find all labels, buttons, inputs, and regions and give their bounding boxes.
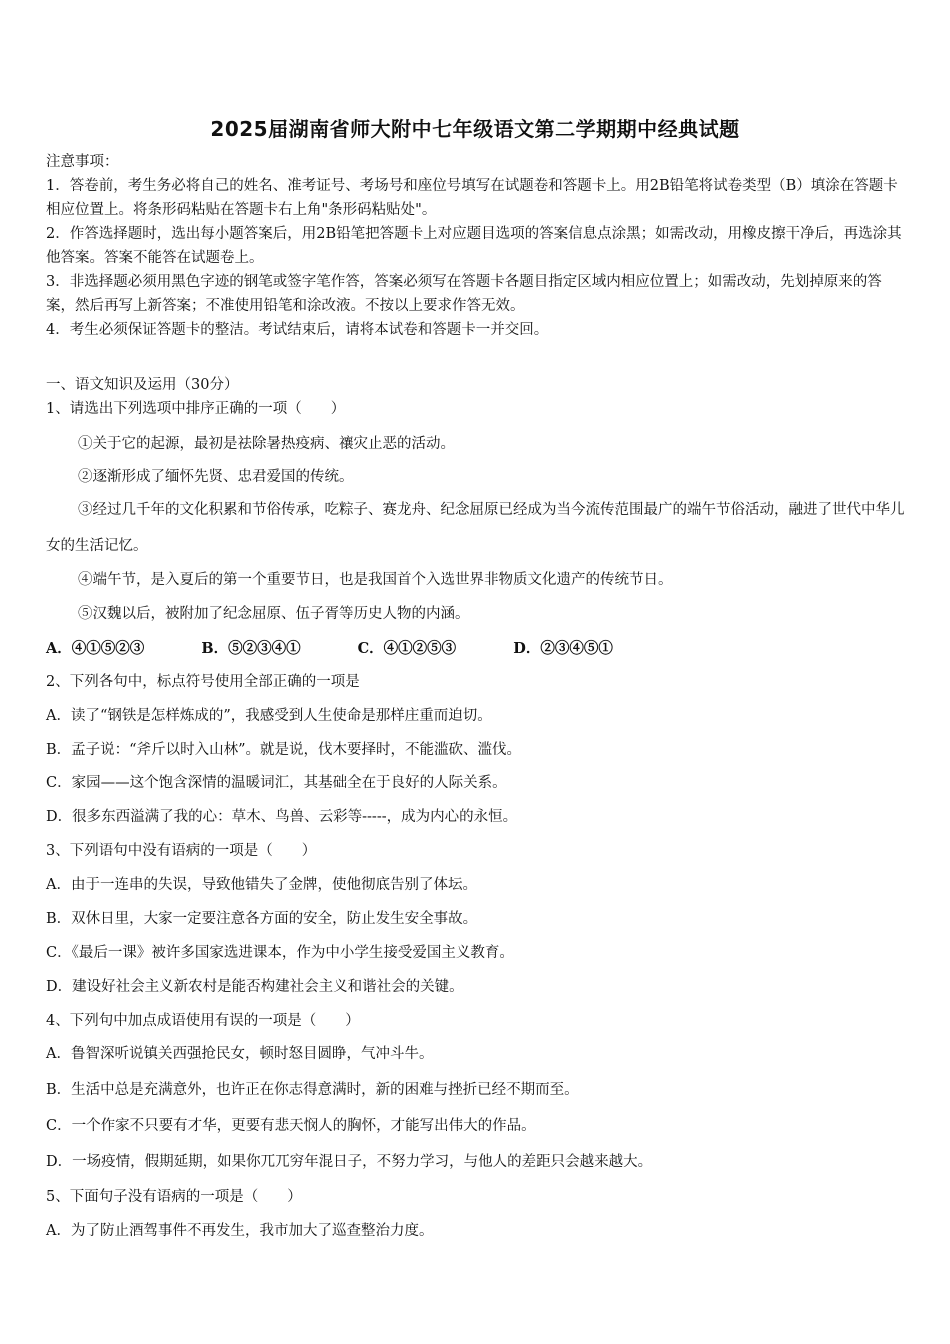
- q1-sentence-5: ⑤汉魏以后，被附加了纪念屈原、伍子胥等历史人物的内涵。: [78, 606, 470, 622]
- question-5-stem: 5、下面句子没有语病的一项是（ ）: [46, 1189, 302, 1205]
- q1-sentence-1: ①关于它的起源，最初是祛除暑热疫病、禳灾止恶的活动。: [78, 436, 455, 452]
- q3-option-c[interactable]: C．《最后一课》被许多国家选进课本，作为中小学生接受爱国主义教育。: [46, 945, 514, 961]
- q1-option-c[interactable]: C．④①②⑤③: [357, 640, 457, 657]
- question-2-stem: 2、下列各句中，标点符号使用全部正确的一项是: [46, 674, 360, 690]
- q3-option-b[interactable]: B．双休日里，大家一定要注意各方面的安全，防止发生安全事故。: [46, 911, 478, 927]
- q1-sentence-2: ②逐渐形成了缅怀先贤、忠君爱国的传统。: [78, 469, 354, 485]
- q1-sentence-4: ④端午节，是入夏后的第一个重要节日，也是我国首个入选世界非物质文化遗产的传统节日。: [78, 572, 673, 588]
- q2-option-d[interactable]: D．很多东西溢满了我的心：草木、鸟兽、云彩等-----，成为内心的永恒。: [46, 809, 518, 825]
- q1-options: [46, 637, 665, 658]
- q4-option-a[interactable]: A．鲁智深听说镇关西强抢民女，顿时怒目圆睁，气冲斗牛。: [46, 1046, 434, 1062]
- q3-option-a[interactable]: A．由于一连串的失误，导致他错失了金牌，使他彻底告别了体坛。: [46, 877, 477, 893]
- notice-item: 3．非选择题必须用黑色字迹的钢笔或签字笔作答，答案必须写在答题卡各题目指定区域内相应位置上；如需改动，先划掉原来的答案，然后再写上新答案；不准使用铅笔和涂改液。不按以上要求作答无效。: [46, 274, 882, 314]
- q1-option-b[interactable]: B．⑤②③④①: [201, 640, 301, 657]
- section-heading: 一、语文知识及运用（30分）: [46, 377, 239, 393]
- q3-option-d[interactable]: D．建设好社会主义新农村是能否构建社会主义和谐社会的关键。: [46, 979, 464, 995]
- q4-option-b[interactable]: B．生活中总是充满意外，也许正在你志得意满时，新的困难与挫折已经不期而至。: [46, 1082, 579, 1098]
- question-4-stem: 4、下列句中加点成语使用有误的一项是（ ）: [46, 1013, 360, 1029]
- question-1-stem: 1、请选出下列选项中排序正确的一项（ ）: [46, 401, 346, 417]
- q4-option-c[interactable]: C．一个作家不只要有才华，更要有悲天悯人的胸怀，才能写出伟大的作品。: [46, 1118, 536, 1134]
- notice-block: [46, 150, 906, 342]
- q5-option-a[interactable]: A．为了防止酒驾事件不再发生，我市加大了巡查整治力度。: [46, 1223, 434, 1239]
- q1-option-a[interactable]: A．④①⑤②③: [46, 640, 145, 657]
- notice-heading: 注意事项：: [46, 154, 119, 170]
- page-title: 2025届湖南省师大附中七年级语文第二学期期中经典试题: [210, 117, 740, 141]
- question-3-stem: 3、下列语句中没有语病的一项是（ ）: [46, 843, 317, 859]
- q1-option-d[interactable]: D．②③④⑤①: [513, 640, 613, 657]
- notice-item: 4．考生必须保证答题卡的整洁。考试结束后，请将本试卷和答题卡一并交回。: [46, 322, 549, 338]
- notice-item: 2．作答选择题时，选出每小题答案后，用2B铅笔把答题卡上对应题目选项的答案信息点涂黑；如需改动，用橡皮擦干净后，再选涂其他答案。答案不能答在试题卷上。: [46, 226, 902, 266]
- q2-option-b[interactable]: B．孟子说：“斧斤以时入山林”。就是说，伐木要择时，不能滥砍、滥伐。: [46, 742, 521, 758]
- q4-option-d[interactable]: D．一场疫情，假期延期，如果你兀兀穷年混日子，不努力学习，与他人的差距只会越来越大。: [46, 1154, 653, 1170]
- notice-item: 1．答卷前，考生务必将自己的姓名、准考证号、考场号和座位号填写在试题卷和答题卡上。用2B铅笔将试卷类型（B）填涂在答题卡相应位置上。将条形码粘贴在答题卡右上角"条形码粘贴处"。: [46, 178, 898, 218]
- q2-option-c[interactable]: C．家园——这个饱含深情的温暖词汇，其基础全在于良好的人际关系。: [46, 775, 507, 791]
- q1-sentence-3: ③经过几千年的文化积累和节俗传承，吃粽子、赛龙舟、纪念屈原已经成为当今流传范围最广的端午节俗活动，融进了世代中华儿女的生活记忆。: [46, 502, 905, 554]
- q2-option-a[interactable]: A．读了“钢铁是怎样炼成的”，我感受到人生使命是那样庄重而迫切。: [46, 708, 492, 724]
